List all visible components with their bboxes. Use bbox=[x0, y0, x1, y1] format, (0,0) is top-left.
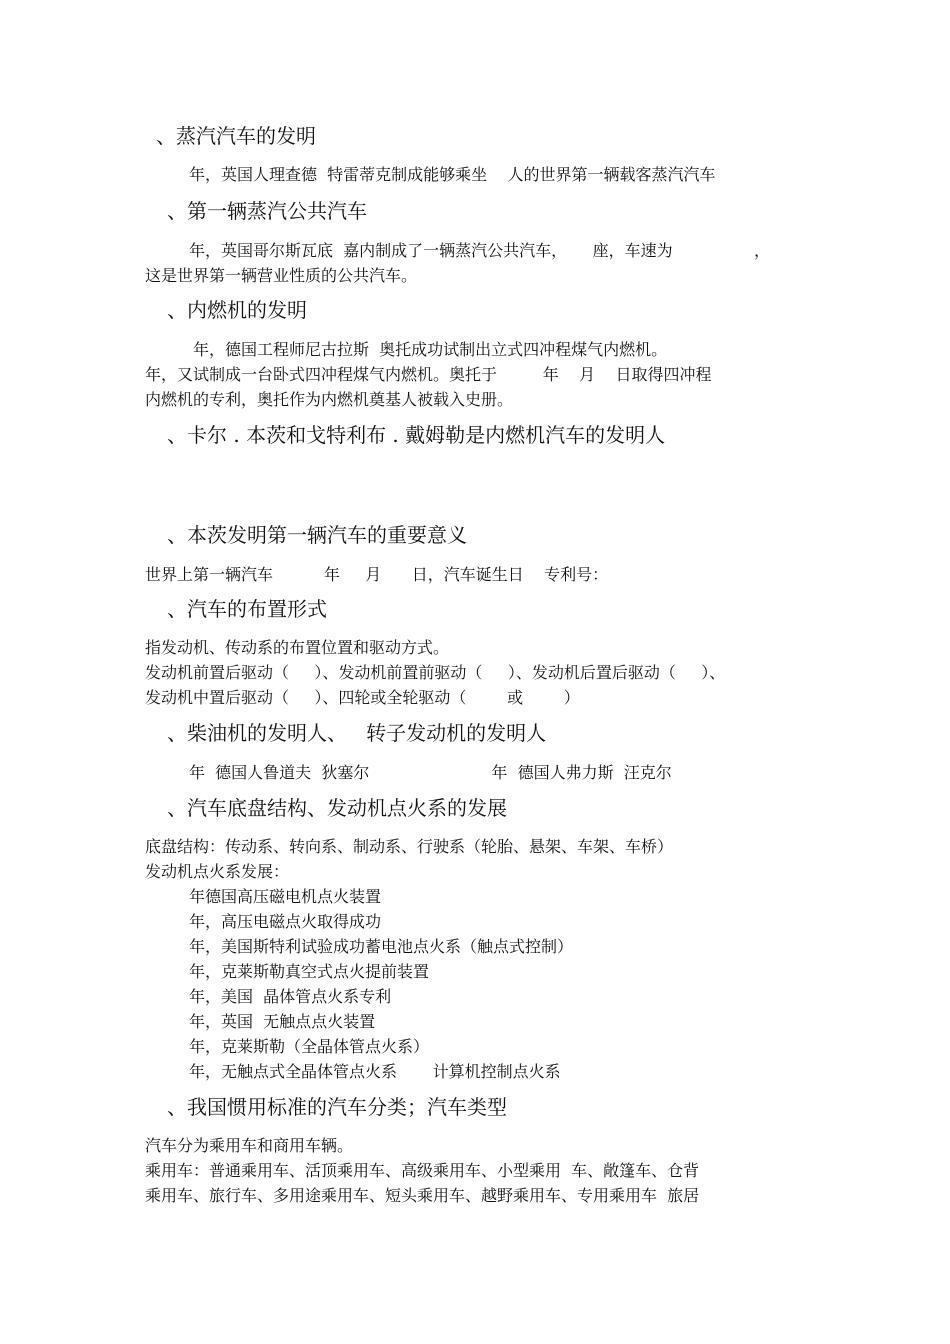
section-heading-steam-bus: 、第一辆蒸汽公共汽车 bbox=[167, 199, 367, 223]
paragraph-line: 乘用车：普通乘用车、活顶乘用车、高级乘用车、小型乘用 车、敞篷车、仓背 bbox=[145, 1161, 700, 1180]
paragraph-line: 发动机点火系发展： bbox=[145, 862, 290, 881]
paragraph-line: 年，英国哥尔斯瓦底 嘉内制成了一辆蒸汽公共汽车， 座，车速为 ， bbox=[189, 241, 770, 260]
paragraph-line: 内燃机的专利，奥托作为内燃机奠基人被载入史册。 bbox=[145, 390, 514, 409]
section-heading-engine-inventors: 、柴油机的发明人、 转子发动机的发明人 bbox=[167, 721, 547, 745]
paragraph-line: 世界上第一辆汽车 年 月 日，汽车诞生日 专利号： bbox=[145, 565, 609, 584]
list-item: 年，美国斯特利试验成功蓄电池点火系（触点式控制） bbox=[189, 937, 574, 956]
paragraph-line: 发动机中置后驱动（ ）、四轮或全轮驱动（ 或 ） bbox=[145, 688, 580, 707]
list-item: 年，英国 无触点点火装置 bbox=[189, 1012, 376, 1031]
paragraph-line: 这是世界第一辆营业性质的公共汽车。 bbox=[145, 266, 418, 285]
list-item: 年，克莱斯勒（全晶体管点火系） bbox=[189, 1037, 430, 1056]
section-heading-vehicle-classification: 、我国惯用标准的汽车分类；汽车类型 bbox=[167, 1095, 507, 1119]
paragraph-line: 指发动机、传动系的布置位置和驱动方式。 bbox=[145, 638, 450, 657]
paragraph-line: 年，英国人理查德 特雷蒂克制成能够乘坐 人的世界第一辆载客蒸汽汽车 bbox=[189, 165, 716, 184]
paragraph-line: 年，又试制成一台卧式四冲程煤气内燃机。奥托于 年 月 日取得四冲程 bbox=[145, 365, 712, 384]
list-item: 年，美国 晶体管点火系专利 bbox=[189, 987, 392, 1006]
section-heading-steam-car: 、蒸汽汽车的发明 bbox=[156, 124, 316, 148]
section-heading-inventors: 、卡尔 . 本茨和戈特利布 . 戴姆勒是内燃机汽车的发明人 bbox=[167, 423, 666, 447]
paragraph-line: 乘用车、旅行车、多用途乘用车、短头乘用车、越野乘用车、专用乘用车 旅居 bbox=[145, 1186, 700, 1205]
section-heading-benz-significance: 、本茨发明第一辆汽车的重要意义 bbox=[167, 523, 467, 547]
section-heading-combustion-engine: 、内燃机的发明 bbox=[167, 298, 307, 322]
list-item: 年，高压电磁点火取得成功 bbox=[189, 912, 382, 931]
paragraph-line: 年 德国人鲁道夫 狄塞尔 年 德国人弗力斯 汪克尔 bbox=[189, 763, 672, 782]
paragraph-line: 底盘结构：传动系、转向系、制动系、行驶系（轮胎、悬架、车架、车桥） bbox=[145, 837, 674, 856]
paragraph-line: 汽车分为乘用车和商用车辆。 bbox=[145, 1136, 354, 1155]
paragraph-line: 发动机前置后驱动（ ）、发动机前置前驱动（ ）、发动机后置后驱动（ ）、 bbox=[145, 663, 726, 682]
list-item: 年，无触点式全晶体管点火系 计算机控制点火系 bbox=[189, 1062, 561, 1081]
section-heading-chassis-ignition: 、汽车底盘结构、发动机点火系的发展 bbox=[167, 796, 507, 820]
list-item: 年，克莱斯勒真空式点火提前装置 bbox=[189, 962, 430, 981]
section-heading-layout-forms: 、汽车的布置形式 bbox=[167, 597, 327, 621]
paragraph-line: 年，德国工程师尼古拉斯 奥托成功试制出立式四冲程煤气内燃机。 bbox=[193, 340, 668, 359]
list-item: 年德国高压磁电机点火装置 bbox=[189, 887, 382, 906]
